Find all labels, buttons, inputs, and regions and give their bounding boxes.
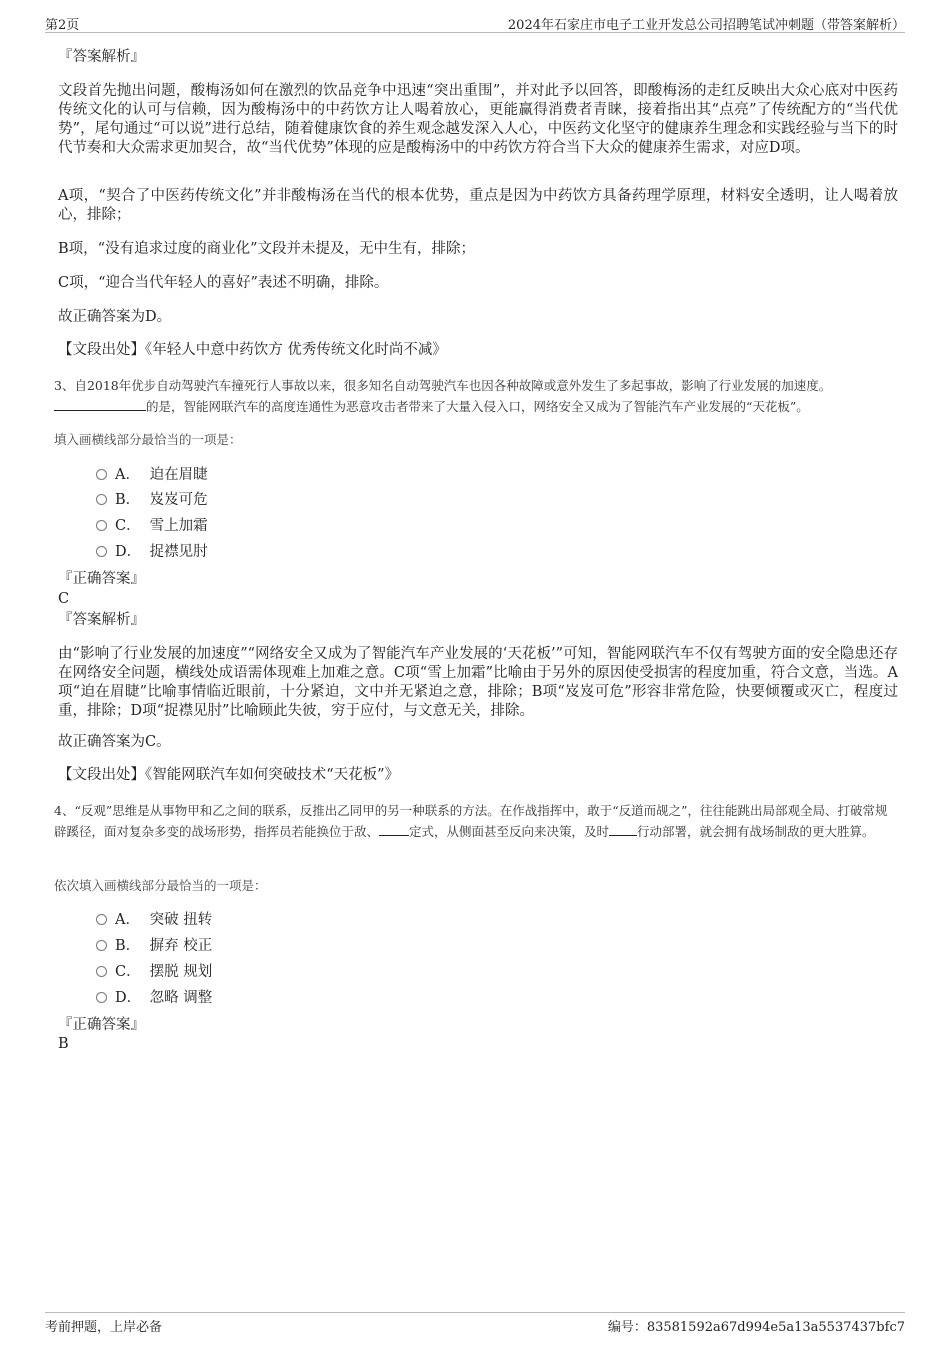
radio-icon[interactable] <box>96 966 107 977</box>
correct-answer-label: 『正确答案』 <box>58 571 145 587</box>
question-3-text: 3、自2018年优步自动驾驶汽车撞死行人事故以来，很多知名自动驾驶汽车也因各种故障或意外发生了多起事故，影响了行业发展的加速度。 的是，智能网联汽车的高度连通性为恶意攻击者带来了大量入侵入口，网络安全又成为了智能汽车产业发展的“天花板”。 <box>54 378 832 414</box>
fill-blank <box>379 823 409 836</box>
question-4-option-b[interactable]: B． 摒弃 校正 <box>96 936 212 956</box>
radio-icon[interactable] <box>96 914 107 925</box>
page-header <box>45 14 905 33</box>
document-code: 编号：83581592a67d994e5a13a5537437bfc7 <box>607 1320 905 1335</box>
question-4-option-a[interactable]: A． 突破 扭转 <box>96 910 212 930</box>
question-3-prompt: 填入画横线部分最恰当的一项是： <box>54 432 242 447</box>
analysis-label: 『答案解析』 <box>58 612 145 628</box>
document-title: 2024年石家庄市电子工业开发总公司招聘笔试冲刺题（带答案解析） <box>507 18 905 33</box>
correct-answer: C <box>58 591 70 607</box>
analysis-paragraph: 文段首先抛出问题，酸梅汤如何在激烈的饮品竞争中迅速“突出重围”，并对此予以回答，即酸梅汤的走红反映出大众心底对中医药传统文化的认可与信赖，因为酸梅汤中的中药饮方让人喝着放心，更能赢得消费者青睐，接着指出其“点亮”了传统配方的“当代优势”，尾句通过“可以说”进行总结，随着健康饮食的养生观念越发深入人心，中医药文化坚守的健康养生理念和实践经验与当下的时代节奏和大众需求更加契合，故“当代优势”体现的应是酸梅汤中的中药饮方符合当下大众的健康养生需求，对应D项。 <box>58 83 898 156</box>
passage-source: 【文段出处】《年轻人中意中药饮方 优秀传统文化时尚不减》 <box>58 342 447 358</box>
page-footer <box>45 1312 905 1335</box>
passage-source: 【文段出处】《智能网联汽车如何突破技术“天花板”》 <box>58 767 400 783</box>
question-3-option-d[interactable]: D． 捉襟见肘 <box>96 542 208 562</box>
analysis-option-b: B项，“没有追求过度的商业化”文段并未提及，无中生有，排除； <box>58 241 475 257</box>
question-4-text: 4、“反观”思维是从事物甲和乙之间的联系，反推出乙同甲的另一种联系的方法。在作战指挥中，敢于“反道而觇之”，往往能跳出局部观全局、打破常规辟蹊径，面对复杂多变的战场形势，指挥员若能换位于敌、 定式，从侧面甚至反向来决策，及时 行动部署，就会拥有战场制敌的更大胜算。 <box>54 803 888 839</box>
question-4-option-c[interactable]: C． 摆脱 规划 <box>96 962 212 982</box>
footer-slogan: 考前押题，上岸必备 <box>45 1320 163 1335</box>
correct-answer-label: 『正确答案』 <box>58 1017 145 1033</box>
radio-icon[interactable] <box>96 520 107 531</box>
analysis-conclusion: 故正确答案为D。 <box>58 309 172 325</box>
analysis-label: 『答案解析』 <box>58 49 145 65</box>
question-3-option-a[interactable]: A． 迫在眉睫 <box>96 465 208 485</box>
analysis-option-c: C项，“迎合当代年轻人的喜好”表述不明确，排除。 <box>58 275 389 291</box>
analysis-conclusion: 故正确答案为C。 <box>58 734 171 750</box>
analysis-option-a: A项，“契合了中医药传统文化”并非酸梅汤在当代的根本优势，重点是因为中药饮方具备药理学原理，材料安全透明，让人喝着放心，排除； <box>58 188 898 223</box>
fill-blank <box>609 823 637 836</box>
question-4-option-d[interactable]: D． 忽略 调整 <box>96 988 212 1008</box>
radio-icon[interactable] <box>96 940 107 951</box>
fill-blank <box>54 398 146 411</box>
question-3-option-c[interactable]: C． 雪上加霜 <box>96 516 208 536</box>
question-4-prompt: 依次填入画横线部分最恰当的一项是： <box>54 878 267 893</box>
radio-icon[interactable] <box>96 992 107 1003</box>
correct-answer: B <box>58 1036 69 1052</box>
page-number: 第2页 <box>45 18 80 33</box>
radio-icon[interactable] <box>96 469 107 480</box>
question-3-option-b[interactable]: B． 岌岌可危 <box>96 490 208 510</box>
analysis-paragraph: 由“影响了行业发展的加速度”“网络安全又成为了智能汽车产业发展的‘天花板’”可知，智能网联汽车不仅有驾驶方面的安全隐患还存在网络安全问题，横线处成语需体现难上加难之意。C项“雪上加霜”比喻由于另外的原因使受损害的程度加重，符合文意，当选。A项“迫在眉睫”比喻事情临近眼前，十分紧迫，文中并无紧迫之意，排除；B项“岌岌可危”形容非常危险，快要倾覆或灭亡，程度过重，排除；D项“捉襟见肘”比喻顾此失彼，穷于应付，与文意无关，排除。 <box>58 646 898 719</box>
radio-icon[interactable] <box>96 546 107 557</box>
radio-icon[interactable] <box>96 494 107 505</box>
